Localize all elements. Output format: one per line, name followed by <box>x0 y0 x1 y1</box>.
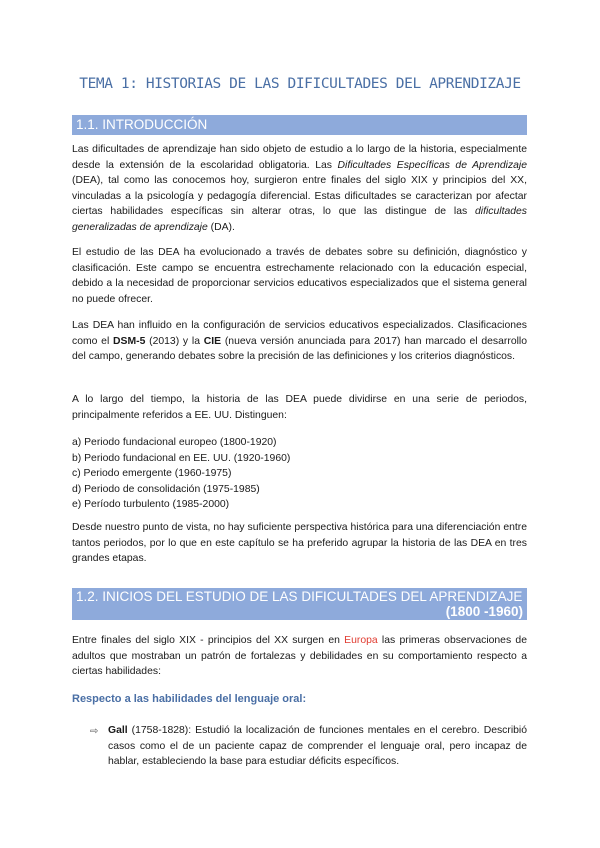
bullet-text: (1758-1828): Estudió la localización de funciones mentales en el cerebro. Describió casos como el de un paciente capaz de comprender el lenguaje oral, pero incapaz de hablar, estableciendo la base para estudiar déficits específicos. <box>108 725 527 767</box>
list-item: e) Período turbulento (1985-2000) <box>72 499 230 510</box>
paragraph-europa <box>72 633 527 680</box>
list-item: a) Periodo fundacional europeo (1800-1920) <box>72 437 277 448</box>
periods-list <box>72 435 527 513</box>
list-item: c) Periodo emergente (1960-1975) <box>72 468 232 479</box>
paragraph-text: (DEA), tal como las conocemos hoy, surgieron entre finales del siglo XIX y principios del XX, vinculadas a la psicología y pedagogía diferencial. Estas dificultades se caracterizan por afectar ciertas habilidades específicas sin alterar otras, lo que las distingue de las <box>72 175 527 217</box>
paragraph-text: (2013) y la <box>145 335 204 347</box>
paragraph-text: Las DEA han influido en la configuración de servicios educativos especializados. Clasificaciones como el <box>72 320 527 347</box>
section-heading-years: (1800 -1960) <box>445 604 523 619</box>
section-heading-inicios <box>72 588 527 620</box>
paragraph-text: (DA). <box>207 221 235 233</box>
author-name: Gall <box>108 725 128 736</box>
paragraph-text: Entre finales del siglo XIX - principios del XX surgen en <box>72 635 345 646</box>
arrow-outline-icon: ⇨ <box>90 726 99 737</box>
paragraph-evolucion: El estudio de las DEA ha evolucionado a través de debates sobre su definición, diagnóstico y clasificación. Este campo se encuentra estrechamente relacionado con la educación especial, debido a la necesidad de proporcionar servicios educativos especializados que el sistema general no puede ofrecer. <box>72 247 527 305</box>
subheading-lenguaje-oral: Respecto a las habilidades del lenguaje oral: <box>72 693 307 705</box>
paragraph-text: Las dificultades de aprendizaje han sido objeto de estudio a lo largo de la historia, especialmente desde la extensión de la escolaridad obligatoria. Las <box>72 144 527 171</box>
paragraph-text: (nueva versión anunciada para 2017) han marcado el desarrollo del campo, generando debates sobre la precisión de las definiciones y los criterios diagnósticos. <box>72 335 527 362</box>
bullet-gall <box>108 723 527 770</box>
paragraph-periodos: A lo largo del tiempo, la historia de las DEA puede dividirse en una serie de periodos, principalmente referidos a EE. UU. Distinguen: <box>72 394 527 421</box>
dsm5-bold: DSM-5 <box>113 335 146 347</box>
list-item: d) Periodo de consolidación (1975-1985) <box>72 483 260 495</box>
paragraph-perspectiva: Desde nuestro punto de vista, no hay suficiente perspectiva histórica para una diferenciación entre tantos periodos, por lo que en este capítulo se ha preferido agrupar la historia de las DEA en tres grandes etapas. <box>72 522 527 564</box>
emphasis-text: Dificultades Específicas de Aprendizaje <box>337 159 528 171</box>
paragraph-text: las primeras observaciones de adultos que mostraban un patrón de fortalezas y debilidades en su comportamiento respecto a ciertas habilidades: <box>72 635 527 677</box>
page-title: TEMA 1: HISTORIAS DE LAS DIFICULTADES DEL APRENDIZAJE <box>79 76 521 92</box>
highlight-europa: Europa <box>344 635 378 646</box>
paragraph-intro <box>72 142 527 235</box>
section-heading-introduccion: 1.1. INTRODUCCIÓN <box>72 115 527 135</box>
section-heading-line1: 1.2. INICIOS DEL ESTUDIO DE LAS DIFICULTADES DEL APRENDIZAJE <box>76 589 523 604</box>
cie-bold: CIE <box>203 335 222 347</box>
paragraph-clasificaciones <box>72 318 527 365</box>
list-item: b) Periodo fundacional en EE. UU. (1920-1960) <box>72 452 291 464</box>
emphasis-text: dificultades generalizadas de aprendizaje <box>72 206 527 233</box>
